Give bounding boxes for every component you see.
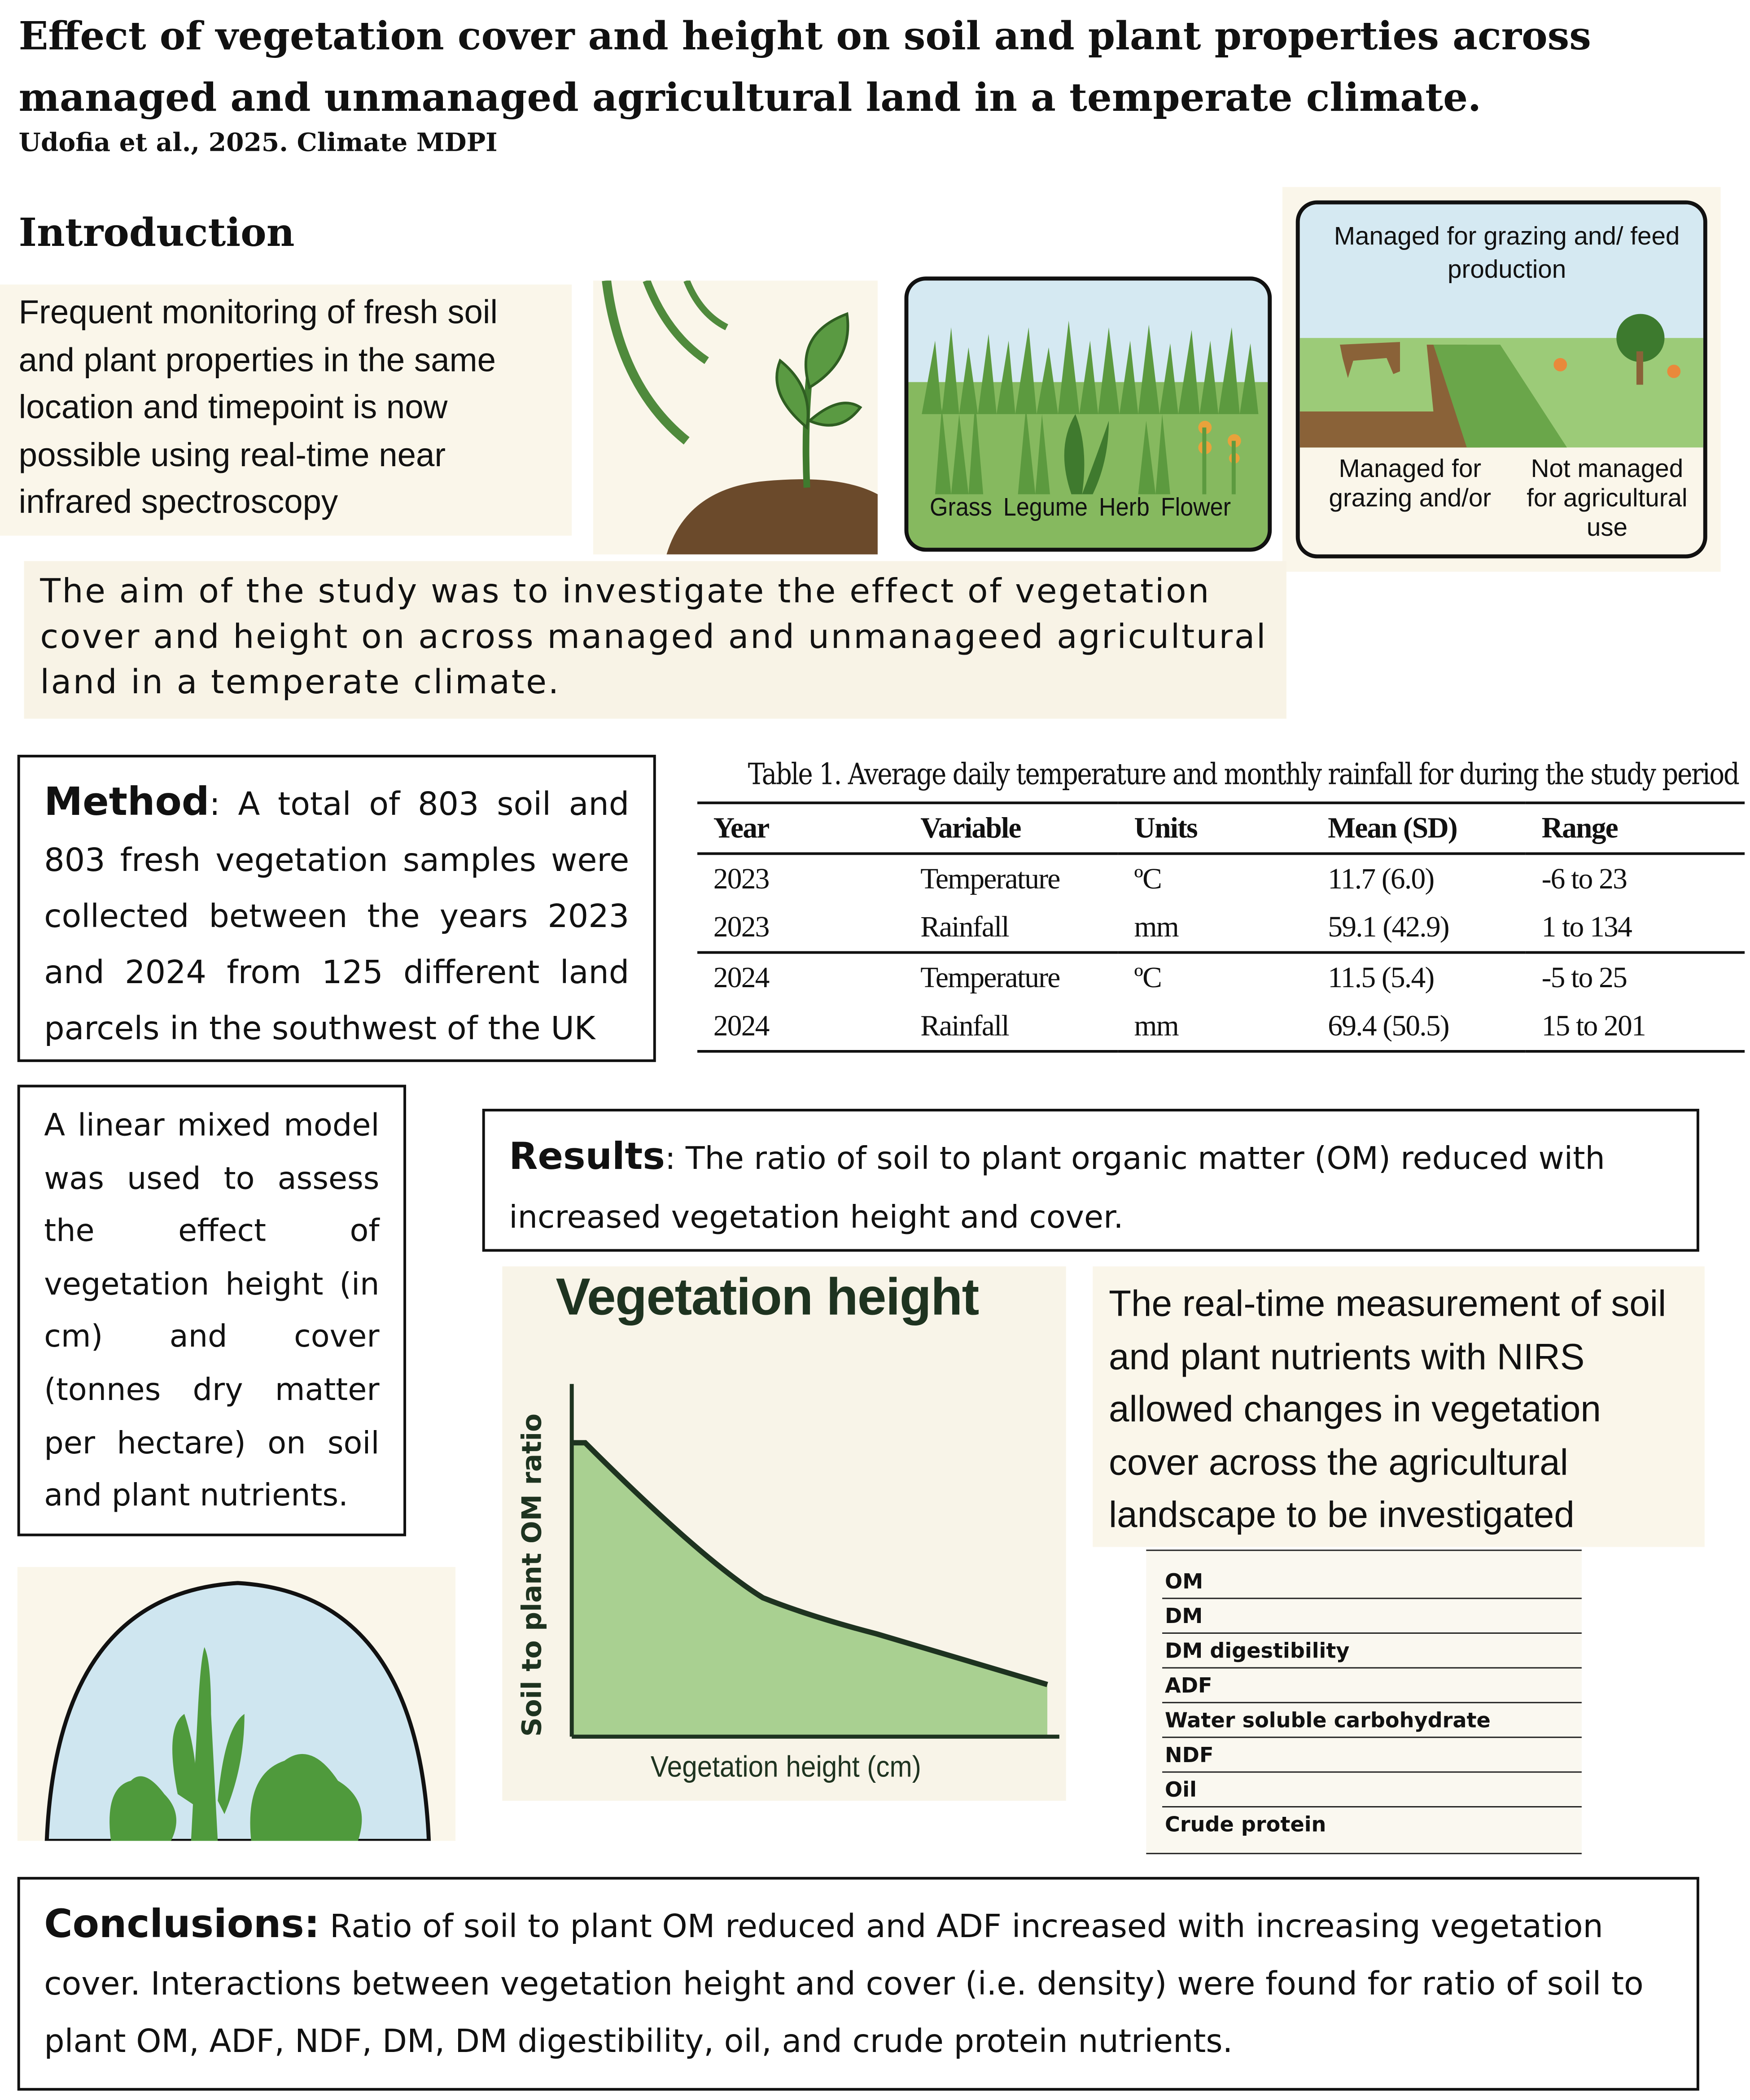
climate-table <box>697 759 1745 1053</box>
nutrient-item: ADF <box>1162 1668 1582 1703</box>
table-row <box>697 903 1745 953</box>
conclusions-box <box>18 1877 1699 2091</box>
table-header-row <box>697 803 1745 853</box>
col-range: Range <box>1541 811 1618 844</box>
cell: 2024 <box>713 1008 769 1042</box>
cell: -6 to 23 <box>1541 862 1627 895</box>
label-legume: Legume <box>1003 494 1088 523</box>
cell: -5 to 25 <box>1541 960 1627 994</box>
vegetation-illustration <box>908 314 1269 501</box>
cell: Temperature <box>920 960 1060 994</box>
vegetation-height-figure <box>502 1266 1066 1801</box>
label-flower: Flower <box>1160 494 1231 523</box>
not-managed-label: Not managed for agricultural use <box>1527 455 1688 542</box>
cell: 1 to 134 <box>1541 910 1632 943</box>
model-box <box>18 1085 406 1536</box>
col-variable: Variable <box>920 811 1021 844</box>
cell: 2024 <box>713 960 769 994</box>
curve-area <box>572 1443 1047 1737</box>
col-year: Year <box>713 811 769 844</box>
table-caption: Table 1. Average daily temperature and monthly rainfall for during the study period <box>748 758 1739 792</box>
cell: mm <box>1134 1008 1178 1042</box>
conclusions-label: Conclusions: <box>44 1901 320 1947</box>
cell: 2023 <box>713 862 769 895</box>
seedling-illustration <box>593 280 878 554</box>
cell: Rainfall <box>920 910 1009 943</box>
nutrient-item: Crude protein <box>1165 1812 1326 1837</box>
results-text: : The ratio of soil to plant organic matter (OM) reduced with increased vegetation height and cover. <box>509 1139 1605 1236</box>
y-axis-label: Soil to plant OM ratio <box>516 1413 548 1737</box>
nutrient-list <box>1146 1549 1582 1854</box>
cell: 15 to 201 <box>1541 1008 1645 1042</box>
figure-plot <box>502 1266 1066 1801</box>
introduction-text: Frequent monitoring of fresh soil and plant properties in the same location and timepoint is now possible using real-time near infrared spectroscopy <box>0 284 572 536</box>
results-label: Results <box>509 1134 665 1178</box>
nutrient-item: Oil <box>1162 1773 1582 1807</box>
cell: mm <box>1134 910 1178 943</box>
citation: Udofia et al., 2025. Climate MDPI <box>18 128 498 158</box>
cell: ºC <box>1134 960 1161 994</box>
poster-title: Effect of vegetation cover and height on soil and plant properties across managed and unmanaged agricultural land in a temperate climate. <box>18 13 1591 120</box>
nutrient-item: DM <box>1162 1599 1582 1634</box>
conclusions-text: Ratio of soil to plant OM reduced and ADF increased with increasing vegetation cover. Interactions between vegetation height and cover (i.e. density) were found for ratio of soil to plant OM, ADF, NDF, DM, DM digestibility, oil, and crude protein nutrients. <box>44 1908 1644 2060</box>
vegetation-types-card <box>904 276 1272 551</box>
table-row <box>697 1002 1745 1051</box>
label-herb: Herb <box>1099 494 1150 523</box>
cell: ºC <box>1134 862 1161 895</box>
cell: Rainfall <box>920 1008 1009 1042</box>
nutrient-item: Water soluble carbohydrate <box>1162 1703 1582 1738</box>
pasture-illustration <box>1300 305 1707 448</box>
x-axis-label: Vegetation height (cm) <box>650 1750 921 1784</box>
nutrient-item: DM digestibility <box>1162 1634 1582 1668</box>
cell: Temperature <box>920 862 1060 895</box>
nutrient-item: NDF <box>1162 1738 1582 1772</box>
method-box <box>18 755 656 1062</box>
aim-statement: The aim of the study was to investigate the effect of vegetation cover and height on across managed and unmanageed agricultural land in a temperate climate. <box>24 561 1286 718</box>
nirs-text: The real-time measurement of soil and plant nutrients with NIRS allowed changes in vegetation cover across the agricultural landscape to be investigated <box>1093 1266 1705 1547</box>
model-text: A linear mixed model was used to assess the effect of vegetation height (in cm) and cover (tonnes dry matter per hectare) on soil <box>44 1108 380 1461</box>
plants-dome-illustration <box>18 1567 455 1841</box>
method-text: : A total of 803 soil and 803 fresh vegetation samples were collected between the years 2023 and 2024 from 125 different land parcels in the southwest of the UK <box>44 785 630 1048</box>
col-mean: Mean (SD) <box>1328 811 1457 844</box>
managed-label: Managed for grazing and/or <box>1329 455 1492 513</box>
label-grass: Grass <box>930 494 992 523</box>
figure-title: Vegetation height <box>556 1269 979 1327</box>
table-row <box>697 953 1745 1002</box>
land-card-title: Managed for grazing and/ feed production <box>1334 223 1680 285</box>
results-box <box>482 1109 1699 1252</box>
cell: 2023 <box>713 910 769 943</box>
cell: 11.7 (6.0) <box>1328 862 1434 895</box>
col-units: Units <box>1134 811 1197 844</box>
method-label: Method <box>44 779 210 824</box>
nutrient-item: OM <box>1162 1564 1582 1599</box>
cell: 69.4 (50.5) <box>1328 1008 1449 1042</box>
cell: 11.5 (5.4) <box>1328 960 1434 994</box>
cell: 59.1 (42.9) <box>1328 910 1449 943</box>
table-row <box>697 853 1745 903</box>
model-text-last: and plant nutrients. <box>44 1479 348 1514</box>
introduction-heading: Introduction <box>18 210 295 255</box>
land-management-card <box>1296 201 1707 559</box>
